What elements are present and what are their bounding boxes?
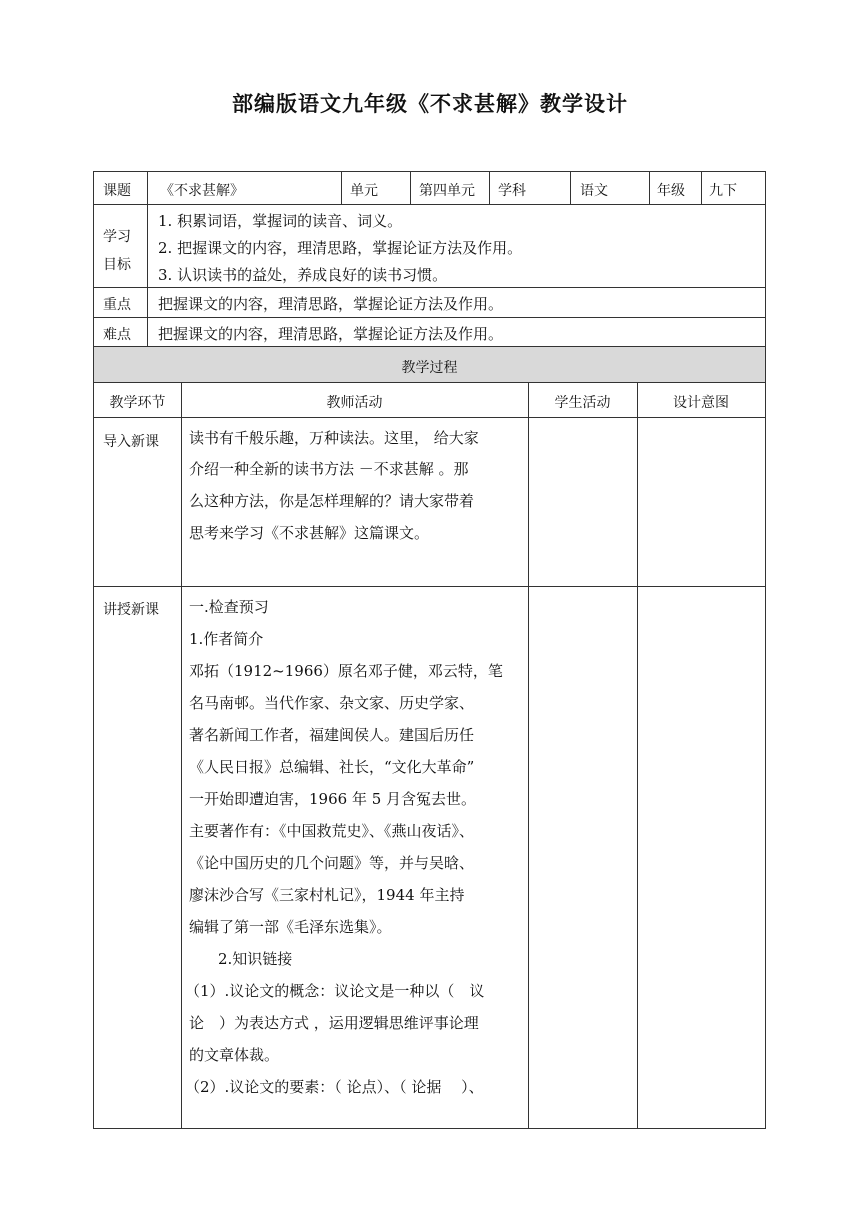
- subject-value: 语文: [580, 183, 608, 199]
- header-intent: 设计意图: [673, 395, 729, 411]
- col-divider: [637, 382, 638, 1128]
- row-divider: [94, 317, 765, 318]
- row-divider: [94, 287, 765, 288]
- col-divider: [410, 172, 411, 204]
- col-divider: [570, 172, 571, 204]
- col-divider: [489, 172, 490, 204]
- col-divider: [701, 172, 702, 204]
- goals-label-line2: 目标: [103, 257, 131, 273]
- lecture-line: （1）.议论文的概念：议论文是一种以（ 议: [185, 982, 485, 1000]
- goal-item-1: 1. 积累词语，掌握词的读音、词义。: [158, 212, 403, 230]
- col-divider: [341, 172, 342, 204]
- intro-line: 介绍一种全新的读书方法 －不求甚解 。那: [189, 460, 469, 478]
- info-table: [93, 171, 766, 347]
- intro-line: 么这种方法，你是怎样理解的？请大家带着: [189, 492, 475, 510]
- intro-label: 导入新课: [103, 434, 159, 450]
- lecture-line: 著名新闻工作者，福建闽侯人。建国后历任: [189, 726, 475, 744]
- intro-line: 读书有千般乐趣，万种读法。这里， 给大家: [189, 429, 479, 447]
- lecture-line: 2.知识链接: [218, 950, 293, 968]
- col-divider: [528, 382, 529, 1128]
- header-student: 学生活动: [554, 395, 611, 411]
- row-divider: [94, 417, 765, 418]
- page-title: 部编版语文九年级《不求甚解》教学设计: [232, 92, 628, 116]
- key-point-label: 重点: [103, 297, 131, 313]
- goal-item-3: 3. 认识读书的益处，养成良好的读书习惯。: [158, 266, 448, 284]
- lecture-line: 一.检查预习: [189, 598, 269, 616]
- process-table: [93, 346, 766, 1129]
- unit-value: 第四单元: [419, 183, 475, 199]
- lecture-line: 《人民日报》总编辑、社长，“文化大革命”: [189, 758, 475, 776]
- lecture-line: 的文章体裁。: [189, 1046, 280, 1064]
- col-divider: [649, 172, 650, 204]
- key-point-value: 把握课文的内容，理清思路，掌握论证方法及作用。: [158, 295, 504, 313]
- lecture-line: 论 ）为表达方式 ，运用逻辑思维评事论理: [189, 1014, 479, 1032]
- difficulty-label: 难点: [103, 327, 131, 343]
- lecture-line: 邓拓（1912~1966）原名邓子健，邓云特，笔: [189, 662, 503, 680]
- header-teacher: 教师活动: [326, 395, 383, 411]
- row-divider: [94, 204, 765, 205]
- row-divider: [94, 382, 765, 383]
- goal-item-2: 2. 把握课文的内容，理清思路，掌握论证方法及作用。: [158, 239, 523, 257]
- lecture-line: 《论中国历史的几个问题》等，并与吴晗、: [189, 854, 475, 872]
- difficulty-value: 把握课文的内容，理清思路，掌握论证方法及作用。: [158, 325, 504, 343]
- lecture-line: （2）.议论文的要素：（ 论点）、（ 论据 ）、: [185, 1078, 484, 1096]
- lecture-line: 名马南邨。当代作家、杂文家、历史学家、: [189, 694, 475, 712]
- lecture-label: 讲授新课: [103, 602, 159, 618]
- lecture-line: 编辑了第一部《毛泽东选集》。: [189, 918, 392, 936]
- grade-value: 九下: [709, 183, 737, 199]
- subject-label: 学科: [498, 183, 526, 199]
- grade-label: 年级: [657, 183, 685, 199]
- lecture-line: 主要著作有：《中国救荒史》、《燕山夜话》、: [189, 822, 475, 840]
- process-title: 教学过程: [401, 360, 458, 376]
- lecture-line: 一开始即遭迫害，1966 年 5 月含冤去世。: [189, 790, 477, 808]
- col-divider: [147, 172, 148, 346]
- course-value: 《不求甚解》: [160, 183, 244, 199]
- intro-line: 思考来学习《不求甚解》这篇课文。: [189, 524, 430, 542]
- unit-label: 单元: [350, 183, 378, 199]
- row-divider: [94, 586, 765, 587]
- lecture-line: 廖沫沙合写《三家村札记》，1944 年主持: [189, 886, 465, 904]
- lecture-line: 1.作者简介: [189, 630, 264, 648]
- col-divider: [181, 382, 182, 1128]
- header-stage: 教学环节: [109, 395, 166, 411]
- course-label: 课题: [103, 183, 131, 199]
- goals-label-line1: 学习: [103, 229, 131, 245]
